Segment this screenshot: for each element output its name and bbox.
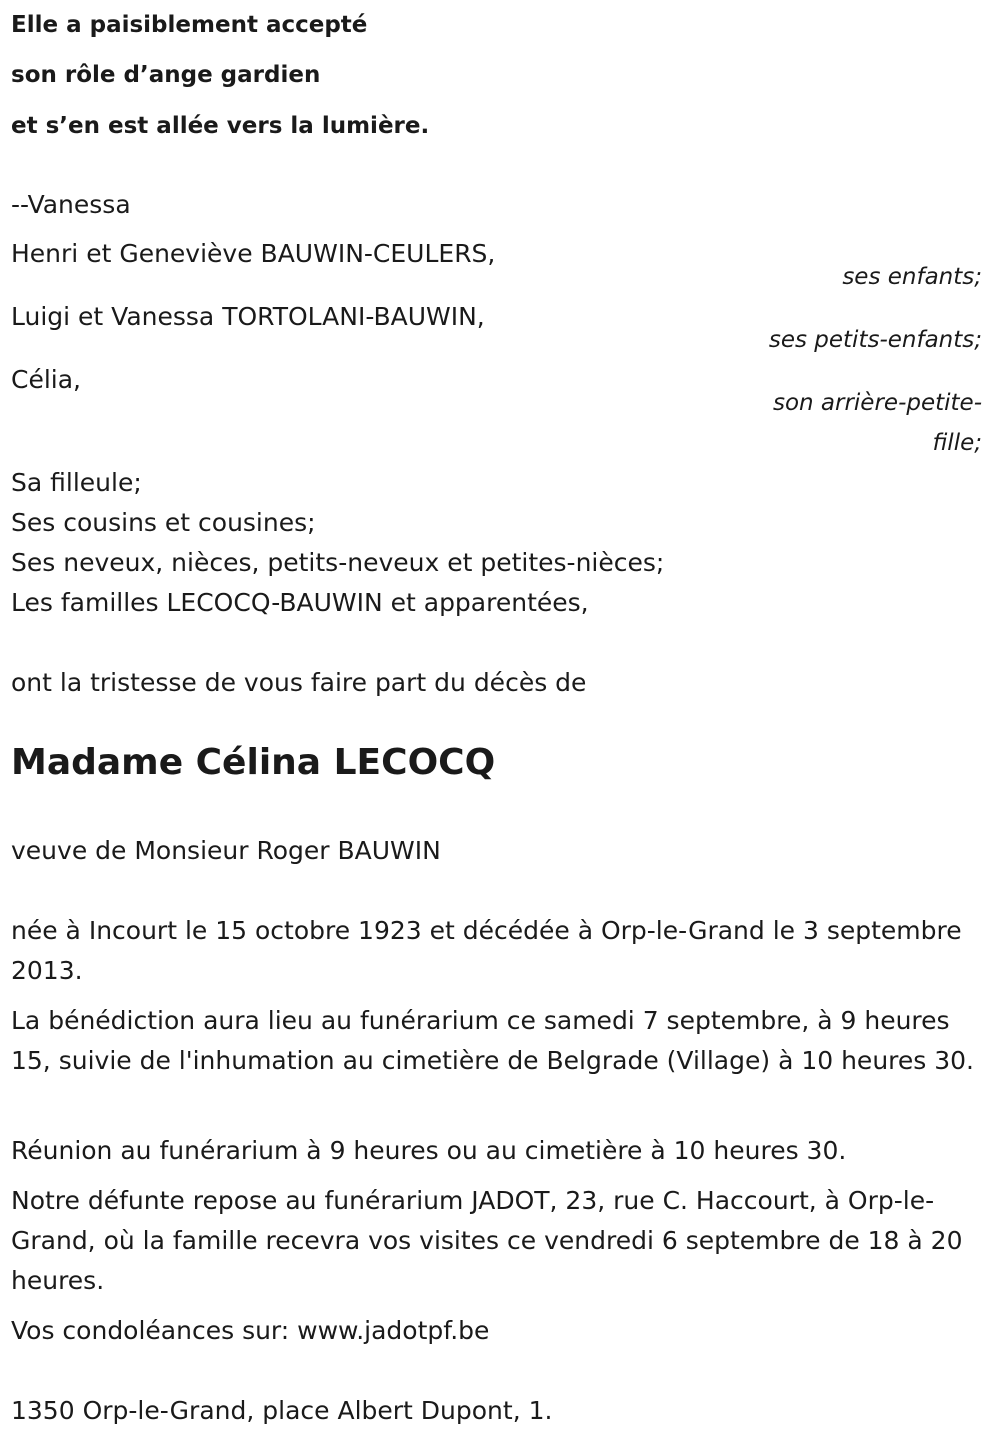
- family-member-children: Henri et Geneviève BAUWIN-CEULERS,: [11, 239, 496, 268]
- relatives-goddaughter: Sa filleule;: [11, 468, 142, 497]
- address: 1350 Orp-le-Grand, place Albert Dupont, 1.: [11, 1396, 553, 1425]
- ceremony-paragraph: La bénédiction aura lieu au funérarium ce samedi 7 septembre, à 9 heures 15, suivie de l'inhumation au cimetière de Belgrade (Village) à 10 heures 30.: [11, 1006, 975, 1075]
- relatives-families: Les familles LECOCQ-BAUWIN et apparentées,: [11, 588, 589, 617]
- poem-line-3: et s’en est allée vers la lumière.: [11, 113, 430, 139]
- family-role-grandchildren: ses petits-enfants;: [768, 327, 982, 353]
- family-role-children: ses enfants;: [842, 264, 982, 290]
- birth-death-paragraph: née à Incourt le 15 octobre 1923 et décédée à Orp-le-Grand le 3 septembre 2013.: [11, 916, 962, 985]
- relatives-cousins: Ses cousins et cousines;: [11, 508, 316, 537]
- condolences-paragraph: Vos condoléances sur: www.jadotpf.be: [11, 1316, 490, 1345]
- family-member-grandchildren: Luigi et Vanessa TORTOLANI-BAUWIN,: [11, 302, 485, 331]
- relatives-nephews-nieces: Ses neveux, nièces, petits-neveux et petites-nièces;: [11, 548, 665, 577]
- family-member-great-grandchild: Célia,: [11, 365, 81, 394]
- signature: --Vanessa: [11, 190, 131, 219]
- family-role-great-grandchild-line-2: fille;: [932, 430, 982, 456]
- announcement-text: ont la tristesse de vous faire part du décès de: [11, 668, 587, 697]
- meeting-paragraph: Réunion au funérarium à 9 heures ou au cimetière à 10 heures 30.: [11, 1136, 847, 1165]
- visitation-paragraph: Notre défunte repose au funérarium JADOT, 23, rue C. Haccourt, à Orp-le-Grand, où la famille recevra vos visites ce vendredi 6 septembre de 18 à 20 heures.: [11, 1186, 963, 1295]
- widow-of: veuve de Monsieur Roger BAUWIN: [11, 836, 441, 865]
- poem-line-2: son rôle d’ange gardien: [11, 62, 321, 88]
- deceased-name: Madame Célina LECOCQ: [11, 742, 496, 783]
- family-role-great-grandchild-line-1: son arrière-petite-: [772, 390, 982, 416]
- poem-line-1: Elle a paisiblement accepté: [11, 12, 368, 38]
